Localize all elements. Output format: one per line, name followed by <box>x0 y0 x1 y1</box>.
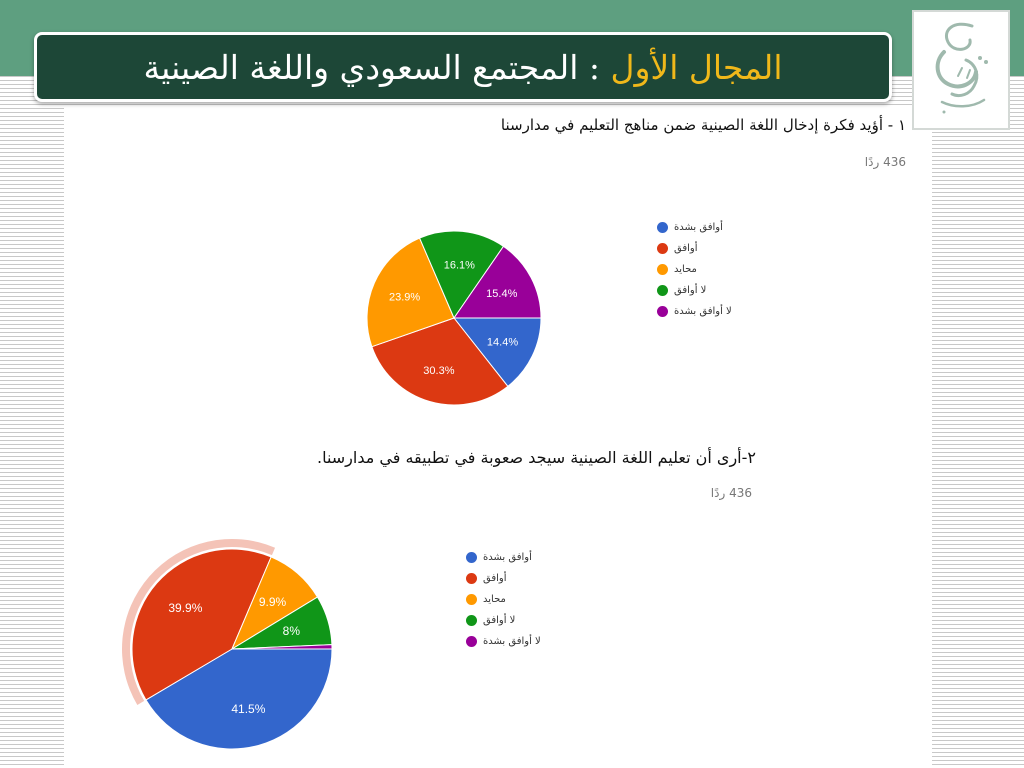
pie-data-label: 8% <box>282 623 300 638</box>
legend-label: أوافق <box>674 243 698 254</box>
pie-data-label: 15.4% <box>486 287 518 300</box>
legend-swatch <box>466 573 477 584</box>
pie-data-label: 16.1% <box>443 259 475 272</box>
legend-item[interactable] <box>466 547 596 568</box>
legend-swatch <box>466 636 477 647</box>
question-2-title: ٢-أرى أن تعليم اللغة الصينية سيجد صعوبة في تطبيقه في مدارسنا. <box>316 448 756 467</box>
legend-label: محايد <box>674 264 697 275</box>
pie-data-label: 9.9% <box>258 595 287 610</box>
pie-data-label: 41.5% <box>231 701 266 716</box>
pie-data-label: 14.4% <box>486 336 519 349</box>
title-main: : المجتمع السعودي واللغة الصينية <box>143 47 600 87</box>
legend-swatch <box>466 615 477 626</box>
pie-data-label: 39.9% <box>168 601 203 616</box>
legend-label: محايد <box>483 594 506 605</box>
pie-data-label: 30.3% <box>423 364 455 377</box>
legend-label: أوافق بشدة <box>674 222 723 233</box>
legend-label: أوافق بشدة <box>483 552 532 563</box>
legend-label: لا أوافق <box>483 615 516 626</box>
question-1-responses: 436 ردًا <box>864 155 906 169</box>
question-1-title: ١ - أؤيد فكرة إدخال اللغة الصينية ضمن مناهج التعليم في مدارسنا <box>500 116 906 134</box>
legend-label: أوافق <box>483 573 507 584</box>
legend-item[interactable] <box>466 568 596 589</box>
pie-data-label: 23.9% <box>389 291 421 304</box>
legend-label: لا أوافق <box>674 285 707 296</box>
legend-item[interactable] <box>466 610 596 631</box>
legend-2 <box>466 547 596 652</box>
legend-swatch <box>466 594 477 605</box>
legend-item[interactable] <box>466 589 596 610</box>
legend-swatch <box>466 552 477 563</box>
question-2-responses: 436 ردًا <box>710 486 752 500</box>
title-accent: المجال الأول <box>610 47 783 87</box>
legend-item[interactable] <box>466 631 596 652</box>
legend-label: لا أوافق بشدة <box>674 306 732 317</box>
legend-label: لا أوافق بشدة <box>483 636 541 647</box>
